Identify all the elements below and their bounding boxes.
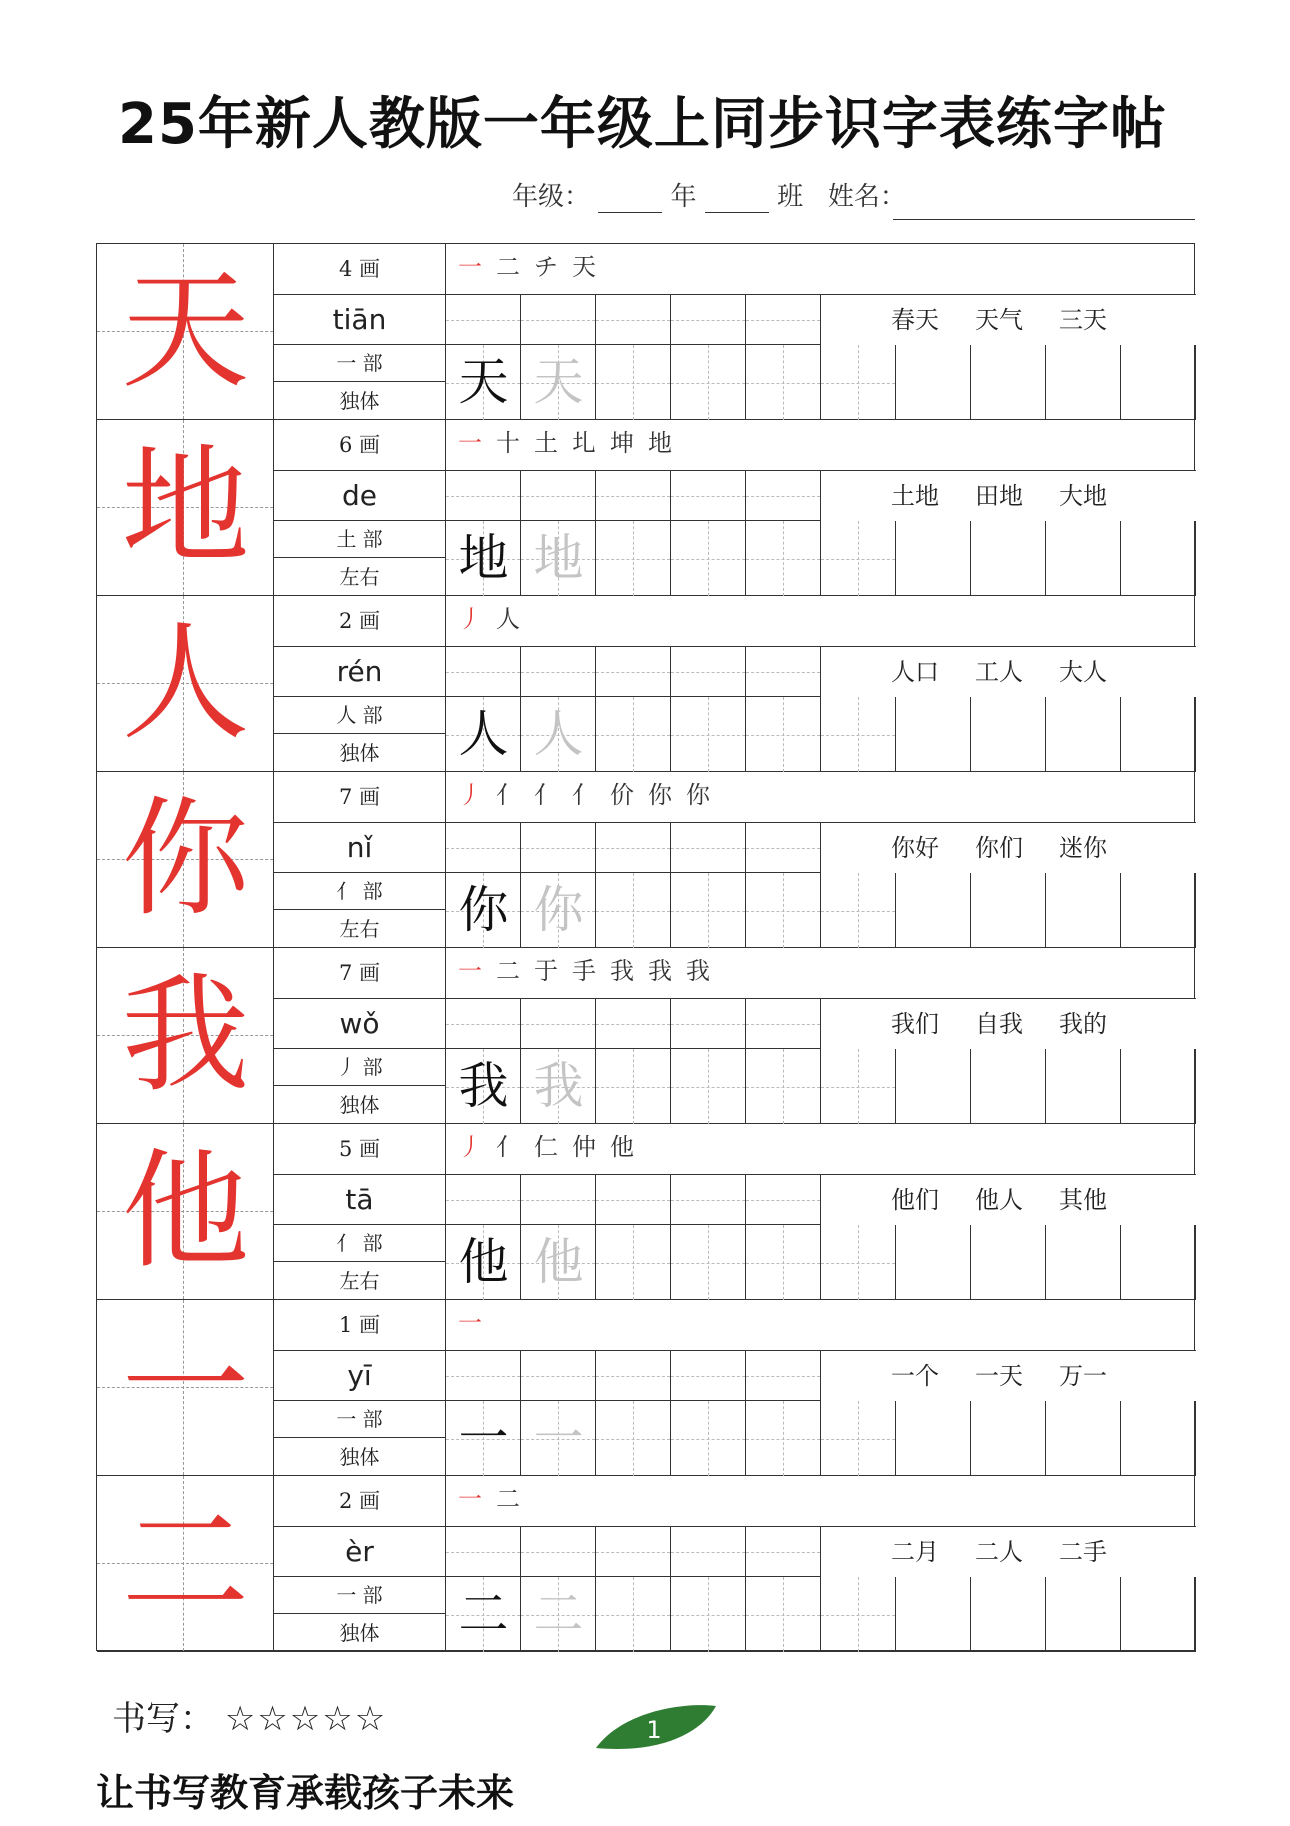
stroke-order — [446, 772, 1196, 823]
big-character: 他 — [121, 1137, 250, 1286]
model-character: 我 — [458, 1057, 509, 1115]
pinyin-writing-cell[interactable] — [521, 823, 596, 872]
writing-cell[interactable] — [596, 521, 671, 596]
character-info — [274, 948, 446, 1124]
pinyin-writing-cell[interactable] — [671, 295, 746, 344]
character-row — [97, 1476, 1196, 1652]
writing-cell[interactable] — [1046, 697, 1121, 772]
writing-cell[interactable] — [896, 1577, 971, 1652]
pinyin: de — [274, 471, 445, 521]
pinyin-writing-cell[interactable] — [521, 1527, 596, 1576]
example-word: 三天 — [1059, 306, 1107, 334]
pinyin-writing-cell[interactable] — [446, 647, 521, 696]
stroke-count: 5 画 — [274, 1124, 445, 1175]
character-row — [97, 948, 1196, 1124]
stroke-step: 一 — [458, 429, 482, 457]
practice-area — [446, 596, 1196, 772]
big-character-cell — [97, 420, 274, 596]
pinyin-writing-cell[interactable] — [746, 471, 821, 520]
stroke-step: 天 — [572, 253, 596, 281]
writing-cell[interactable] — [671, 1401, 746, 1476]
example-word: 你们 — [975, 834, 1023, 862]
big-character: 一 — [121, 1313, 250, 1462]
writing-cell[interactable] — [1121, 521, 1196, 596]
stroke-count: 6 画 — [274, 420, 445, 471]
structure: 左右 — [274, 558, 445, 596]
pinyin-writing-cell[interactable] — [746, 823, 821, 872]
stroke-step: 一 — [458, 253, 482, 281]
stroke-step: 于 — [534, 957, 558, 985]
stroke-step: 亻 — [534, 781, 558, 809]
writing-cell[interactable] — [821, 1225, 896, 1300]
pinyin-writing-cell[interactable] — [446, 295, 521, 344]
class-label: 班 — [777, 182, 804, 212]
writing-cell[interactable] — [596, 1401, 671, 1476]
writing-cell[interactable] — [1121, 1401, 1196, 1476]
writing-cell[interactable] — [671, 873, 746, 948]
stroke-order — [446, 596, 1196, 647]
example-words — [821, 999, 1196, 1049]
example-word: 自我 — [975, 1010, 1023, 1038]
writing-cell[interactable] — [671, 1049, 746, 1124]
model-character: 他 — [458, 1233, 509, 1291]
model-character: 地 — [458, 529, 509, 587]
stroke-step: 丿 — [458, 605, 482, 633]
pinyin-writing-cell[interactable] — [596, 471, 671, 520]
pinyin-writing-cell[interactable] — [521, 1351, 596, 1400]
pinyin-writing-cell[interactable] — [671, 823, 746, 872]
example-word: 工人 — [975, 658, 1023, 686]
trace-character: 一 — [533, 1409, 584, 1467]
big-character: 我 — [121, 961, 250, 1110]
character-info — [274, 420, 446, 596]
writing-cell[interactable] — [596, 345, 671, 420]
big-character: 天 — [121, 257, 250, 406]
practice-area — [446, 1300, 1196, 1476]
stroke-order — [446, 1476, 1196, 1527]
practice-area — [446, 948, 1196, 1124]
radical: 一 部 — [274, 345, 445, 382]
stroke-order — [446, 1300, 1196, 1351]
stroke-step: チ — [534, 253, 558, 281]
writing-cell[interactable] — [896, 345, 971, 420]
pinyin-writing-cell[interactable] — [596, 823, 671, 872]
example-word: 我们 — [891, 1010, 939, 1038]
example-word: 土地 — [891, 482, 939, 510]
writing-cell[interactable] — [1121, 1049, 1196, 1124]
character-info — [274, 1124, 446, 1300]
radical: 一 部 — [274, 1401, 445, 1438]
writing-cell[interactable] — [821, 697, 896, 772]
example-word: 万一 — [1059, 1362, 1107, 1390]
structure: 独体 — [274, 1614, 445, 1652]
trace-character: 他 — [533, 1233, 584, 1291]
writing-cell[interactable] — [746, 1225, 821, 1300]
example-word: 二人 — [975, 1538, 1023, 1566]
example-word: 大人 — [1059, 658, 1107, 686]
stroke-step: 仁 — [534, 1133, 558, 1161]
example-words — [821, 471, 1196, 521]
student-info — [512, 176, 906, 213]
writing-cell[interactable] — [1046, 1225, 1121, 1300]
pinyin-writing-cell[interactable] — [596, 1351, 671, 1400]
example-words — [821, 647, 1196, 697]
writing-cell[interactable] — [1121, 1577, 1196, 1652]
radical: 亻 部 — [274, 1225, 445, 1262]
model-character: 二 — [458, 1585, 509, 1643]
pinyin-writing-cell[interactable] — [521, 295, 596, 344]
radical: 丿 部 — [274, 1049, 445, 1086]
stroke-step: 十 — [496, 429, 520, 457]
practice-area — [446, 1124, 1196, 1300]
big-character-cell — [97, 596, 274, 772]
practice-area — [446, 244, 1196, 420]
structure: 独体 — [274, 734, 445, 772]
stroke-order — [446, 244, 1196, 295]
stroke-step: 我 — [610, 957, 634, 985]
big-character-cell — [97, 1476, 274, 1652]
example-word: 大地 — [1059, 482, 1107, 510]
pinyin-writing-cell[interactable] — [671, 471, 746, 520]
pinyin-writing-cell[interactable] — [746, 647, 821, 696]
big-character-cell — [97, 244, 274, 420]
trace-character: 地 — [533, 529, 584, 587]
pinyin-writing-cell[interactable] — [746, 999, 821, 1048]
pinyin-writing-cell[interactable] — [746, 1351, 821, 1400]
structure: 左右 — [274, 1262, 445, 1300]
writing-cell[interactable] — [1046, 1577, 1121, 1652]
trace-character: 人 — [533, 705, 584, 763]
big-character-cell — [97, 948, 274, 1124]
writing-cell[interactable] — [1121, 873, 1196, 948]
writing-cell[interactable] — [596, 1577, 671, 1652]
big-character-cell — [97, 1300, 274, 1476]
example-word: 二手 — [1059, 1538, 1107, 1566]
example-word: 他人 — [975, 1186, 1023, 1214]
example-words — [821, 823, 1196, 873]
pinyin-writing-cell[interactable] — [521, 647, 596, 696]
pinyin: tiān — [274, 295, 445, 345]
radical: 一 部 — [274, 1577, 445, 1614]
stroke-step: 一 — [458, 1309, 482, 1337]
writing-cell[interactable] — [746, 521, 821, 596]
stroke-step: 价 — [610, 781, 634, 809]
pinyin-writing-cell[interactable] — [596, 295, 671, 344]
writing-cell[interactable] — [1121, 697, 1196, 772]
writing-cell[interactable] — [671, 697, 746, 772]
writing-cell[interactable] — [971, 1225, 1046, 1300]
writing-cell[interactable] — [746, 697, 821, 772]
stroke-step: 一 — [458, 957, 482, 985]
example-word: 迷你 — [1059, 834, 1107, 862]
stroke-step: 亻 — [496, 1133, 520, 1161]
example-word: 其他 — [1059, 1186, 1107, 1214]
stroke-step: 土 — [534, 429, 558, 457]
pinyin: èr — [274, 1527, 445, 1577]
pinyin-writing-cell[interactable] — [446, 823, 521, 872]
stroke-step: 人 — [496, 605, 520, 633]
example-word: 田地 — [975, 482, 1023, 510]
character-row — [97, 1124, 1196, 1300]
character-row — [97, 772, 1196, 948]
big-character: 二 — [121, 1489, 250, 1638]
writing-cell[interactable] — [1046, 521, 1121, 596]
big-character: 你 — [121, 785, 250, 934]
writing-cell[interactable] — [596, 873, 671, 948]
pinyin-writing-cell[interactable] — [446, 1527, 521, 1576]
pinyin-writing-cell[interactable] — [596, 647, 671, 696]
pinyin-writing-cell[interactable] — [521, 471, 596, 520]
trace-character: 你 — [533, 881, 584, 939]
writing-cell[interactable] — [596, 1049, 671, 1124]
example-words — [821, 295, 1196, 345]
writing-cell[interactable] — [1046, 873, 1121, 948]
example-words — [821, 1175, 1196, 1225]
stroke-count: 2 画 — [274, 1476, 445, 1527]
writing-cell[interactable] — [671, 1577, 746, 1652]
character-row — [97, 1300, 1196, 1476]
writing-rating — [112, 1691, 387, 1740]
writing-cell[interactable] — [671, 1225, 746, 1300]
writing-cell[interactable] — [821, 521, 896, 596]
trace-character: 二 — [533, 1585, 584, 1643]
big-character-cell — [97, 772, 274, 948]
writing-cell[interactable] — [1046, 1049, 1121, 1124]
stroke-step: 他 — [610, 1133, 634, 1161]
example-word: 二月 — [891, 1538, 939, 1566]
example-word: 你好 — [891, 834, 939, 862]
structure: 左右 — [274, 910, 445, 948]
writing-cell[interactable] — [971, 1049, 1046, 1124]
pinyin-writing-cell[interactable] — [521, 999, 596, 1048]
writing-cell[interactable] — [896, 1225, 971, 1300]
character-info — [274, 772, 446, 948]
writing-cell[interactable] — [821, 873, 896, 948]
class-blank[interactable] — [705, 188, 769, 213]
trace-character: 我 — [533, 1057, 584, 1115]
writing-cell[interactable] — [896, 1401, 971, 1476]
pinyin-writing-cell[interactable] — [671, 1175, 746, 1224]
writing-cell[interactable] — [746, 873, 821, 948]
writing-cell[interactable] — [971, 1401, 1046, 1476]
writing-cell[interactable] — [821, 1577, 896, 1652]
practice-area — [446, 772, 1196, 948]
pinyin-writing-cell[interactable] — [746, 295, 821, 344]
pinyin: rén — [274, 647, 445, 697]
slogan: 让书写教育承载孩子未来 — [96, 1771, 515, 1815]
character-row — [97, 420, 1196, 596]
writing-cell[interactable] — [896, 873, 971, 948]
example-word: 一天 — [975, 1362, 1023, 1390]
pinyin-writing-cell[interactable] — [596, 999, 671, 1048]
structure: 独体 — [274, 1086, 445, 1124]
radical: 亻 部 — [274, 873, 445, 910]
writing-cell[interactable] — [821, 1401, 896, 1476]
model-character: 天 — [458, 353, 509, 411]
model-character: 你 — [458, 881, 509, 939]
structure: 独体 — [274, 1438, 445, 1476]
grade-label: 年级： — [512, 182, 591, 212]
pinyin-writing-cell[interactable] — [521, 1175, 596, 1224]
character-info — [274, 244, 446, 420]
writing-cell[interactable] — [821, 1049, 896, 1124]
pinyin: tā — [274, 1175, 445, 1225]
stroke-step: 二 — [496, 1485, 520, 1513]
stroke-step: 丿 — [458, 1133, 482, 1161]
character-row — [97, 244, 1196, 420]
writing-cell[interactable] — [896, 697, 971, 772]
pinyin-writing-cell[interactable] — [446, 1175, 521, 1224]
pinyin-writing-cell[interactable] — [446, 471, 521, 520]
name-label: 姓名： — [827, 182, 906, 212]
example-word: 天气 — [975, 306, 1023, 334]
pinyin-writing-cell[interactable] — [596, 1175, 671, 1224]
example-word: 我的 — [1059, 1010, 1107, 1038]
stroke-step: 我 — [648, 957, 672, 985]
radical: 人 部 — [274, 697, 445, 734]
stroke-order — [446, 1124, 1196, 1175]
stroke-step: 丿 — [458, 781, 482, 809]
big-character: 地 — [121, 433, 250, 582]
stroke-count: 2 画 — [274, 596, 445, 647]
writing-label: 书写： — [112, 1699, 214, 1739]
writing-cell[interactable] — [821, 345, 896, 420]
stroke-count: 4 画 — [274, 244, 445, 295]
practice-sheet — [96, 243, 1195, 1651]
writing-cell[interactable] — [971, 1577, 1046, 1652]
writing-cell[interactable] — [1121, 1225, 1196, 1300]
stroke-step: 我 — [686, 957, 710, 985]
pinyin: wǒ — [274, 999, 445, 1049]
pinyin-writing-cell[interactable] — [671, 1351, 746, 1400]
pinyin-writing-cell[interactable] — [446, 999, 521, 1048]
character-info — [274, 596, 446, 772]
page-number: 1 — [646, 1716, 662, 1744]
grade-blank[interactable] — [598, 188, 662, 213]
page-title: 25年新人教版一年级上同步识字表练字帖 — [118, 92, 1167, 157]
model-character: 一 — [458, 1409, 509, 1467]
structure: 独体 — [274, 382, 445, 420]
stroke-step: 亻 — [572, 781, 596, 809]
writing-cell[interactable] — [746, 345, 821, 420]
pinyin: yī — [274, 1351, 445, 1401]
stroke-count: 7 画 — [274, 948, 445, 999]
writing-cell[interactable] — [971, 697, 1046, 772]
stroke-step: 你 — [686, 781, 710, 809]
writing-cell[interactable] — [596, 697, 671, 772]
stroke-step: 地 — [648, 429, 672, 457]
pinyin-writing-cell[interactable] — [746, 1175, 821, 1224]
model-character: 人 — [458, 705, 509, 763]
writing-cell[interactable] — [596, 1225, 671, 1300]
writing-cell[interactable] — [971, 345, 1046, 420]
stroke-step: 一 — [458, 1485, 482, 1513]
radical: 土 部 — [274, 521, 445, 558]
example-word: 一个 — [891, 1362, 939, 1390]
practice-area — [446, 1476, 1196, 1652]
big-character: 人 — [121, 609, 250, 758]
writing-cell[interactable] — [1046, 1401, 1121, 1476]
writing-cell[interactable] — [746, 1401, 821, 1476]
year-label: 年 — [670, 182, 697, 212]
pinyin-writing-cell[interactable] — [596, 1527, 671, 1576]
stroke-step: 圠 — [572, 429, 596, 457]
writing-cell[interactable] — [1046, 345, 1121, 420]
stroke-count: 7 画 — [274, 772, 445, 823]
character-row — [97, 596, 1196, 772]
example-words — [821, 1527, 1196, 1577]
star-rating[interactable]: ☆☆☆☆☆ — [224, 1699, 388, 1739]
example-word: 人口 — [891, 658, 939, 686]
example-word: 他们 — [891, 1186, 939, 1214]
writing-cell[interactable] — [671, 345, 746, 420]
stroke-step: 你 — [648, 781, 672, 809]
stroke-step: 坤 — [610, 429, 634, 457]
stroke-order — [446, 948, 1196, 999]
pinyin-writing-cell[interactable] — [746, 1527, 821, 1576]
writing-cell[interactable] — [671, 521, 746, 596]
stroke-step: 手 — [572, 957, 596, 985]
writing-cell[interactable] — [1121, 345, 1196, 420]
stroke-step: 二 — [496, 957, 520, 985]
big-character-cell — [97, 1124, 274, 1300]
stroke-order — [446, 420, 1196, 471]
stroke-count: 1 画 — [274, 1300, 445, 1351]
name-blank[interactable] — [893, 219, 1195, 220]
writing-cell[interactable] — [746, 1577, 821, 1652]
character-info — [274, 1476, 446, 1652]
stroke-step: 仲 — [572, 1133, 596, 1161]
practice-area — [446, 420, 1196, 596]
writing-cell[interactable] — [971, 873, 1046, 948]
example-word: 春天 — [891, 306, 939, 334]
trace-character: 天 — [533, 353, 584, 411]
stroke-step: 亻 — [496, 781, 520, 809]
writing-cell[interactable] — [746, 1049, 821, 1124]
stroke-step: 二 — [496, 253, 520, 281]
writing-cell[interactable] — [896, 521, 971, 596]
writing-cell[interactable] — [896, 1049, 971, 1124]
pinyin-writing-cell[interactable] — [671, 647, 746, 696]
pinyin-writing-cell[interactable] — [671, 1527, 746, 1576]
example-words — [821, 1351, 1196, 1401]
pinyin: nǐ — [274, 823, 445, 873]
page-number-leaf-icon — [592, 1702, 718, 1752]
pinyin-writing-cell[interactable] — [671, 999, 746, 1048]
pinyin-writing-cell[interactable] — [446, 1351, 521, 1400]
character-info — [274, 1300, 446, 1476]
writing-cell[interactable] — [971, 521, 1046, 596]
